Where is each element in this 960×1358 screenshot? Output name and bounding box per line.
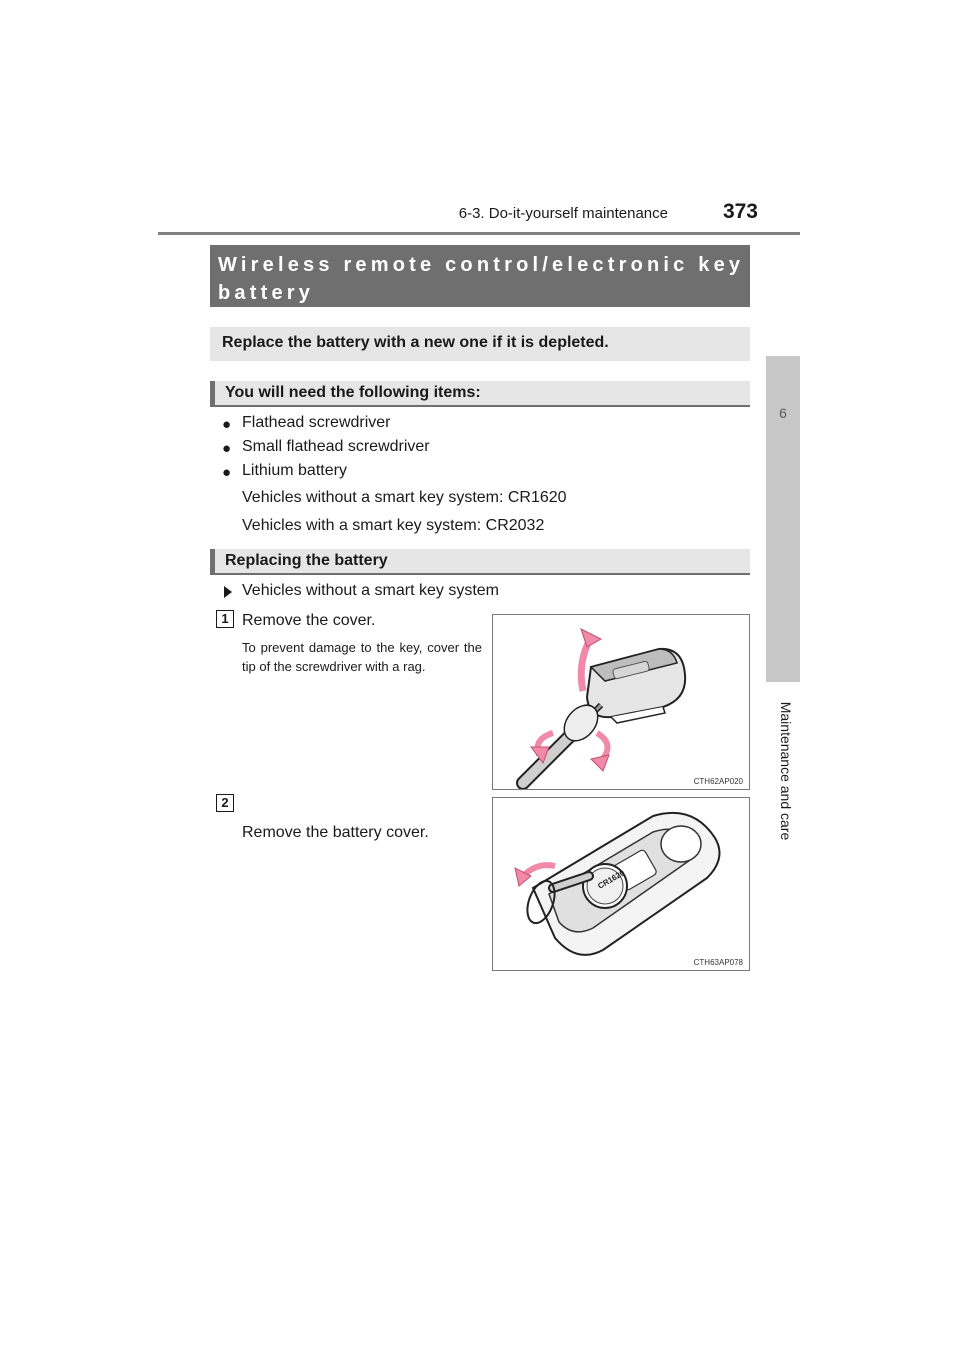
section-title-band bbox=[210, 245, 750, 307]
bullet-icon: ● bbox=[222, 416, 232, 433]
items-heading: You will need the following items: bbox=[225, 384, 481, 401]
list-item-label: Flathead screwdriver bbox=[242, 414, 391, 431]
step-1-note: To prevent damage to the key, cover the tip of the screwdriver with a rag. bbox=[242, 640, 482, 674]
page-number: 373 bbox=[722, 200, 758, 223]
chapter-caption: Maintenance and care bbox=[778, 701, 794, 841]
list-item-label: Small flathead screwdriver bbox=[242, 438, 430, 455]
battery-label: CR1620 bbox=[596, 868, 627, 891]
battery-type-line: Vehicles without a smart key system: CR1620 bbox=[242, 489, 567, 506]
key-screwdriver-illustration bbox=[493, 615, 749, 789]
key-battery-illustration bbox=[493, 798, 749, 970]
items-heading-band bbox=[210, 381, 750, 407]
replace-heading: Replacing the battery bbox=[225, 552, 388, 569]
step-number-1: 1 bbox=[216, 610, 234, 628]
header-section-title: 6-3. Do-it-yourself maintenance bbox=[458, 205, 668, 222]
replace-heading-band bbox=[210, 549, 750, 575]
list-item-label: Lithium battery bbox=[242, 462, 347, 479]
variant-label bbox=[224, 582, 624, 604]
intro-text: Replace the battery with a new one if it is depleted. bbox=[222, 334, 609, 351]
step-1-text: Remove the cover. bbox=[242, 612, 376, 629]
list-item bbox=[222, 462, 622, 484]
bullet-icon: ● bbox=[222, 440, 232, 457]
chapter-number: 6 bbox=[779, 405, 787, 421]
intro-band bbox=[210, 327, 750, 361]
battery-type-line: Vehicles with a smart key system: CR2032 bbox=[242, 517, 545, 534]
triangle-right-icon bbox=[224, 586, 232, 598]
figure-remove-cover bbox=[492, 614, 750, 790]
header-divider bbox=[158, 232, 800, 235]
variant-text: Vehicles without a smart key system bbox=[242, 582, 499, 599]
list-item bbox=[222, 414, 622, 436]
step-2-text: Remove the battery cover. bbox=[242, 824, 429, 841]
figure-code: CTH62AP020 bbox=[693, 777, 743, 786]
figure-code: CTH63AP078 bbox=[693, 958, 743, 967]
list-item bbox=[222, 438, 622, 460]
step-number-2: 2 bbox=[216, 794, 234, 812]
bullet-icon: ● bbox=[222, 464, 232, 481]
figure-remove-battery-cover bbox=[492, 797, 750, 971]
page-title: Wireless remote control/electronic key battery bbox=[218, 254, 745, 304]
